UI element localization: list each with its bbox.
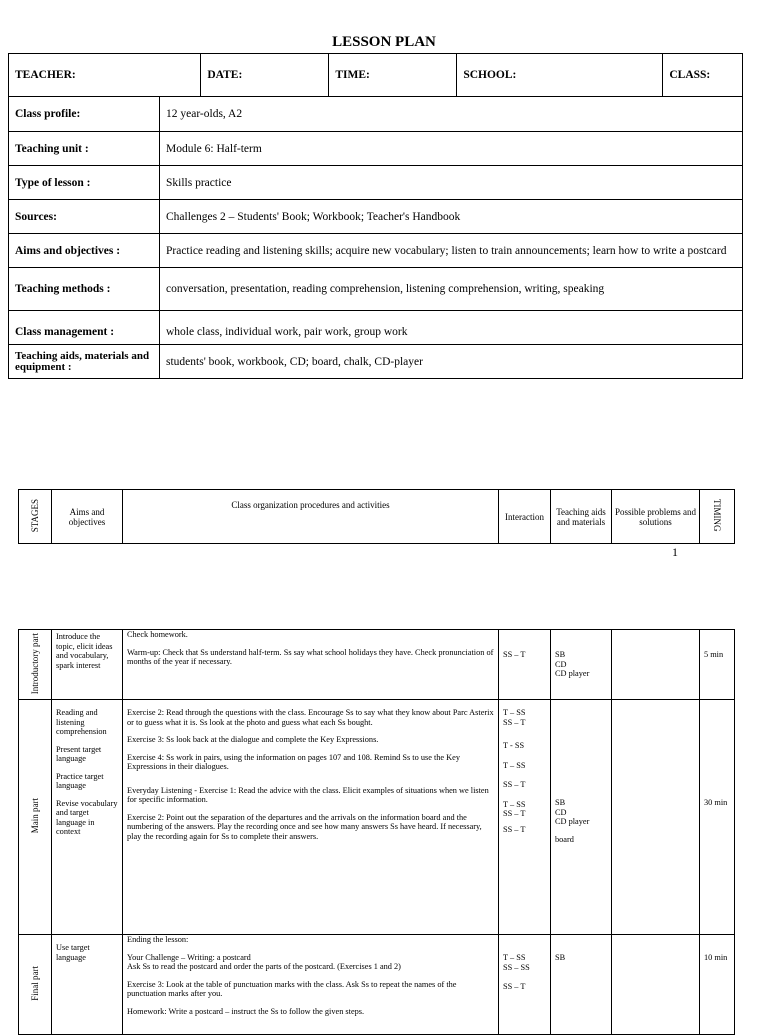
stage-row-final: [19, 935, 735, 1035]
procedures-cell: [123, 630, 499, 700]
time-label: TIME:: [329, 54, 457, 97]
aim-item: Practice target language: [56, 771, 104, 791]
plan-row-label: Aims and objectives :: [9, 234, 160, 268]
procedure-item: Exercise 3: Ss look back at the dialogue and complete the Key Expressions.: [127, 735, 379, 745]
stage-name: Final part: [29, 965, 40, 1001]
plan-row-label: Teaching aids, materials and equipment :: [9, 345, 160, 379]
aim-item: Use target language: [56, 943, 90, 962]
class-label: CLASS:: [663, 54, 743, 97]
aid-item: SB: [555, 650, 566, 659]
plan-row-value: Challenges 2 – Students' Book; Workbook; Teacher's Handbook: [160, 200, 743, 234]
interaction-item: T – SS: [503, 953, 526, 962]
procedure-item: Warm-up: Check that Ss understand half-term. Ss say what school holidays they have. Check pronunciation of months of the year if necessary.: [127, 647, 494, 667]
plan-row-label: Sources:: [9, 200, 160, 234]
aids-cell: [551, 630, 612, 700]
interaction-item: SS – T: [503, 780, 526, 790]
stage-cell: [19, 630, 52, 700]
timing-cell: 5 min: [700, 630, 735, 700]
plan-row-value: Practice reading and listening skills; acquire new vocabulary; listen to train announcements; learn how to write a postcard: [160, 234, 743, 268]
school-label: SCHOOL:: [457, 54, 663, 97]
stages-header-cell: [19, 490, 52, 544]
aid-item: CD: [555, 807, 567, 817]
procedure-item: Ask Ss to read the postcard and order the parts of the postcard. (Exercises 1 and 2): [127, 962, 401, 972]
interaction-cell: [499, 630, 551, 700]
plan-row-label: Teaching unit :: [9, 132, 160, 166]
plan-row: [9, 200, 743, 234]
interaction-header: Interaction: [499, 490, 551, 544]
procedure-item: Everyday Listening - Exercise 1: Read the advice with the class. Elicit examples of situations when we listen for specific information.: [127, 785, 489, 805]
plan-row-label: Class management :: [9, 311, 160, 345]
aid-item: CD player: [555, 817, 590, 827]
procedure-item: Exercise 2: Read through the questions with the class. Encourage Ss to say what they know about Parc Asterix or to guess what it is. Ss look at the photo and guess what each Ss bought.: [127, 708, 494, 727]
interaction-item: T – SS: [503, 799, 526, 809]
plan-row: [9, 166, 743, 200]
aim-item: Reading and listening comprehension: [56, 708, 107, 737]
problems-cell: [612, 630, 700, 700]
procedure-item: Exercise 4: Ss work in pairs, using the information on pages 107 and 108. Remind Ss to use the Key Expressions in their dialogues.: [127, 752, 460, 772]
interaction-cell: [499, 700, 551, 935]
stage-row-introductory: [19, 630, 735, 700]
aims-cell: [52, 935, 123, 1035]
interaction-item: SS – T: [503, 809, 526, 819]
plan-row-label: Type of lesson :: [9, 166, 160, 200]
plan-row-value: 12 year-olds, A2: [160, 97, 743, 132]
stage-cell: [19, 935, 52, 1035]
problems-cell: [612, 700, 700, 935]
procedure-item: Exercise 2: Point out the separation of the departures and the arrivals on the information board and the numbering of the answers. Play the recording once and see how many answers Ss have heard. If necessary, play the recording again for Ss to complete their answers.: [127, 812, 482, 841]
interaction-item: T – SS: [503, 708, 526, 717]
plan-row: [9, 311, 743, 345]
plan-row-value: Skills practice: [160, 166, 743, 200]
stages-header-table: [18, 489, 735, 544]
aid-item: SB: [555, 953, 566, 962]
aims-header: Aims and objectives: [52, 490, 123, 544]
stages-header: STAGES: [30, 498, 40, 533]
teacher-label: TEACHER:: [9, 54, 201, 97]
procedures-cell: [123, 700, 499, 935]
timing-header-cell: [700, 490, 735, 544]
interaction-item: SS – T: [503, 717, 526, 727]
document-title: LESSON PLAN: [332, 34, 436, 50]
header-row: [9, 54, 743, 97]
interaction-item: T – SS: [503, 760, 526, 770]
timing-cell: 10 min: [700, 935, 735, 1035]
interaction-item: T - SS: [503, 741, 525, 751]
problems-header: Possible problems and solutions: [612, 490, 700, 544]
page-number: 1: [672, 545, 678, 559]
stage-row-main: [19, 700, 735, 935]
procedures-header: Class organization procedures and activities: [123, 490, 499, 544]
aid-item: CD: [555, 659, 567, 669]
plan-row-value: Module 6: Half-term: [160, 132, 743, 166]
plan-row-label: Teaching methods :: [9, 268, 160, 311]
procedure-item: Homework: Write a postcard – instruct the Ss to follow the given steps.: [127, 1006, 365, 1016]
date-label: DATE:: [201, 54, 329, 97]
aim-item: Introduce the topic, elicit ideas and vocabulary, spark interest: [56, 632, 113, 670]
lesson-plan-table: [8, 53, 743, 379]
aid-item: SB: [555, 798, 566, 807]
plan-row: [9, 132, 743, 166]
aid-item: CD player: [555, 669, 590, 679]
aid-item: board: [555, 834, 574, 844]
procedures-cell: [123, 935, 499, 1035]
timing-cell: 30 min: [700, 700, 735, 935]
plan-row: [9, 345, 743, 379]
interaction-item: SS – T: [503, 982, 526, 992]
interaction-item: SS – SS: [503, 962, 530, 972]
aim-item: Revise vocabulary and target language in context: [56, 798, 118, 837]
aids-header: Teaching aids and materials: [551, 490, 612, 544]
aids-cell: [551, 935, 612, 1035]
problems-cell: [612, 935, 700, 1035]
plan-row: [9, 97, 743, 132]
plan-row-value: whole class, individual work, pair work, group work: [160, 311, 743, 345]
plan-row-label: Class profile:: [9, 97, 160, 132]
stages-detail-table: [18, 629, 735, 1035]
stage-cell: [19, 700, 52, 935]
plan-row-value: students' book, workbook, CD; board, chalk, CD-player: [160, 345, 743, 379]
procedure-item: Exercise 3: Look at the table of punctuation marks with the class. Ask Ss to repeat the names of the punctuation marks after you.: [127, 979, 457, 999]
plan-row: [9, 268, 743, 311]
aims-cell: [52, 700, 123, 935]
stage-name: Main part: [29, 798, 40, 834]
procedure-item: Your Challenge – Writing: a postcard: [127, 952, 251, 962]
interaction-cell: [499, 935, 551, 1035]
timing-header: TIMING: [712, 499, 722, 532]
aim-item: Present target language: [56, 744, 102, 764]
interaction-item: SS – T: [503, 824, 526, 834]
interaction-item: SS – T: [503, 650, 526, 659]
aids-cell: [551, 700, 612, 935]
plan-row-value: conversation, presentation, reading comprehension, listening comprehension, writing, speaking: [160, 268, 743, 311]
aims-cell: [52, 630, 123, 700]
stage-name: Introductory part: [29, 632, 40, 694]
procedure-item: Check homework.: [127, 630, 188, 639]
procedure-item: Ending the lesson:: [127, 935, 189, 944]
plan-row: [9, 234, 743, 268]
